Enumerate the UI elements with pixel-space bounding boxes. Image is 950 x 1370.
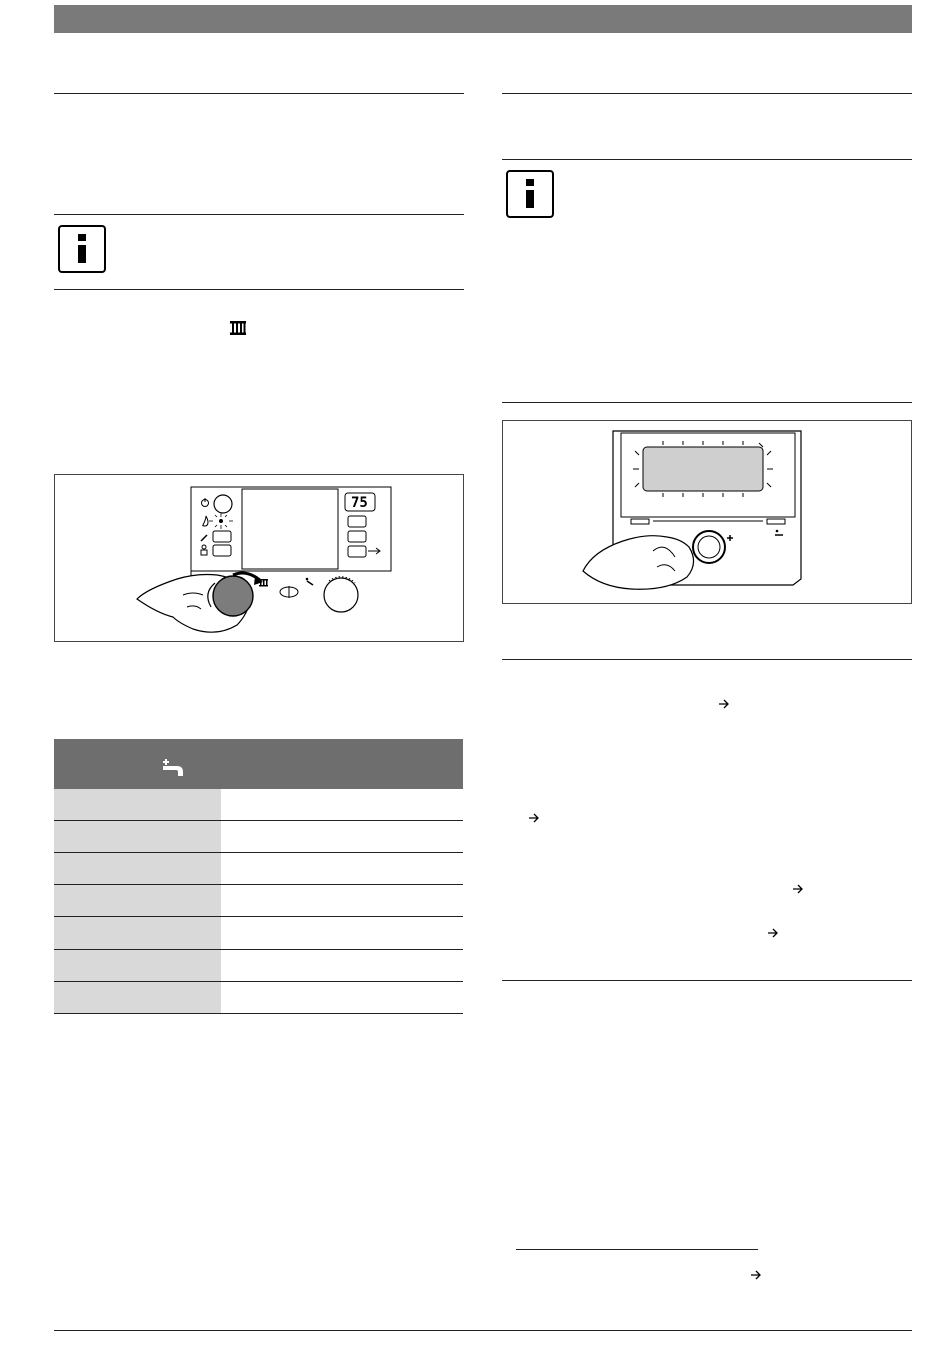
section-rule <box>502 659 912 660</box>
section-rule <box>502 980 912 981</box>
footnote-rule <box>516 1249 758 1250</box>
flame-icon <box>203 516 208 526</box>
power-icon <box>202 498 209 507</box>
tap-icon <box>306 578 313 585</box>
arrow-right-icon <box>528 812 540 826</box>
info-icon <box>58 225 106 273</box>
wrench-icon <box>201 535 207 541</box>
section-rule <box>502 159 912 160</box>
programmer-figure <box>502 420 912 604</box>
table-row <box>54 789 221 821</box>
arrow-right-icon <box>792 883 804 897</box>
table-header <box>54 739 463 789</box>
lcd-display-value: 75 <box>351 495 368 511</box>
arrow-right-icon <box>767 927 779 941</box>
control-panel-figure <box>54 474 464 642</box>
table-row <box>54 885 221 916</box>
section-rule <box>54 214 464 215</box>
radiator-icon <box>229 320 247 336</box>
table-row <box>54 982 221 1013</box>
section-rule <box>54 289 464 290</box>
table-row <box>54 853 221 884</box>
arrow-right-icon <box>718 698 730 712</box>
table-row <box>54 821 221 852</box>
table-row-rule <box>54 1013 463 1014</box>
arrow-right-icon <box>750 1269 762 1283</box>
table-row <box>54 917 221 949</box>
header-bar <box>54 5 912 33</box>
info-icon <box>506 170 554 218</box>
chimney-sweep-icon <box>201 545 207 555</box>
section-rule <box>502 93 912 94</box>
tap-icon <box>161 759 191 779</box>
footer-rule <box>54 1330 912 1331</box>
tap-icon <box>775 530 783 535</box>
section-rule <box>502 402 912 403</box>
table-row <box>54 950 221 981</box>
radiator-icon <box>259 579 268 587</box>
section-rule <box>54 93 464 94</box>
plus-icon <box>727 535 733 541</box>
